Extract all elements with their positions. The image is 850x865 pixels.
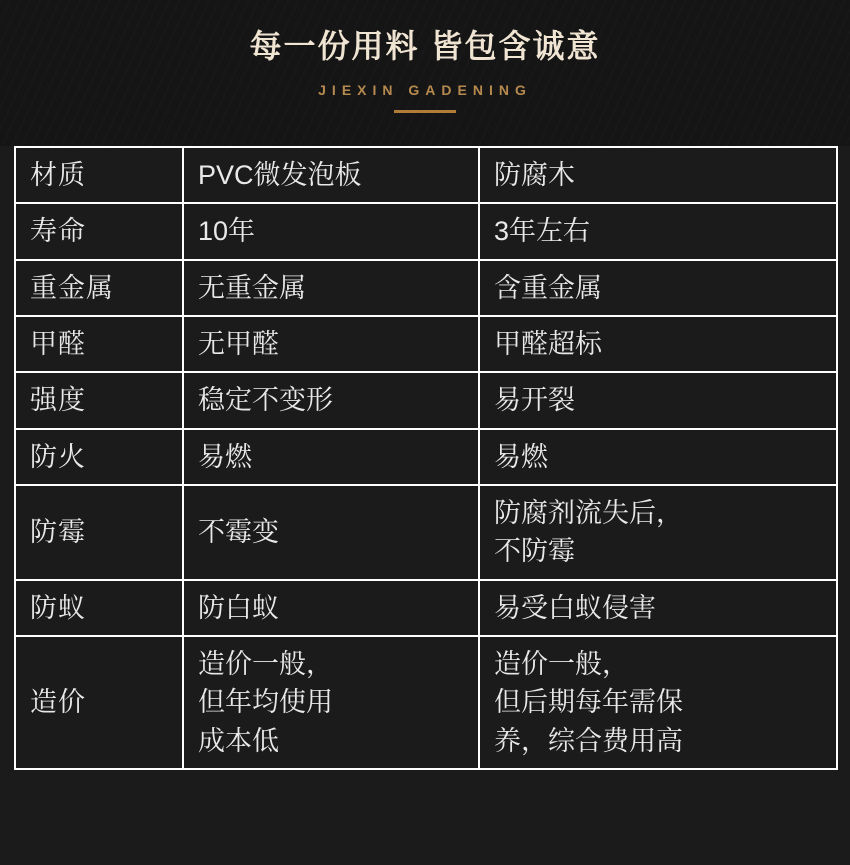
- row-label: 造价: [15, 636, 183, 769]
- table-header-row: [15, 147, 837, 203]
- value-line: 养，综合费用高: [494, 725, 683, 756]
- row-value-b: [479, 636, 837, 769]
- value-line: 易受白蚁侵害: [494, 592, 656, 623]
- value-line: 易燃: [198, 441, 252, 472]
- row-value-a: [183, 203, 479, 259]
- table-row: [15, 316, 837, 372]
- table-row: [15, 203, 837, 259]
- table-body: [15, 147, 837, 769]
- value-line: 无甲醛: [198, 328, 279, 359]
- value-line: 不防霉: [494, 536, 575, 567]
- row-label: 重金属: [15, 260, 183, 316]
- row-value-a: [183, 260, 479, 316]
- table-row: [15, 260, 837, 316]
- row-value-a: [183, 429, 479, 485]
- value-line: 造价一般，: [198, 648, 333, 679]
- page-title: 每一份用料 皆包含诚意: [249, 28, 601, 64]
- value-line: 不霉变: [198, 517, 279, 548]
- row-value-b: [479, 372, 837, 428]
- row-value-b: [479, 316, 837, 372]
- comparison-table: [14, 146, 838, 770]
- value-line: 造价一般，: [494, 648, 629, 679]
- row-label: 防蚁: [15, 580, 183, 636]
- table-row: [15, 429, 837, 485]
- value-line: 3年左右: [494, 216, 591, 247]
- table-row: [15, 636, 837, 769]
- row-label: 寿命: [15, 203, 183, 259]
- value-line: 含重金属: [494, 272, 602, 303]
- row-label: 甲醛: [15, 316, 183, 372]
- value-line: 但后期每年需保: [494, 687, 683, 718]
- row-value-a: [183, 372, 479, 428]
- row-label: 强度: [15, 372, 183, 428]
- row-value-a: [183, 485, 479, 580]
- row-value-b: [479, 580, 837, 636]
- header-cell-product-b: 防腐木: [479, 147, 837, 203]
- row-value-a: [183, 316, 479, 372]
- row-value-b: [479, 485, 837, 580]
- row-value-a: [183, 636, 479, 769]
- row-value-b: [479, 260, 837, 316]
- table-row: [15, 485, 837, 580]
- header-banner: [0, 0, 850, 146]
- value-line: 甲醛超标: [494, 328, 602, 359]
- value-line: 易开裂: [494, 385, 575, 416]
- value-line: 10年: [198, 216, 256, 247]
- row-label: 防霉: [15, 485, 183, 580]
- brand-subtitle: JIEXIN GADENING: [318, 81, 532, 98]
- value-line: 易燃: [494, 441, 548, 472]
- row-value-a: [183, 580, 479, 636]
- table-row: [15, 580, 837, 636]
- row-value-b: [479, 203, 837, 259]
- row-label: 防火: [15, 429, 183, 485]
- header-cell-category: 材质: [15, 147, 183, 203]
- value-line: 防白蚁: [198, 592, 279, 623]
- value-line: 稳定不变形: [198, 385, 333, 416]
- accent-divider: [394, 110, 456, 113]
- value-line: 无重金属: [198, 272, 306, 303]
- table-row: [15, 372, 837, 428]
- row-value-b: [479, 429, 837, 485]
- value-line: 防腐剂流失后，: [494, 497, 683, 528]
- comparison-table-wrapper: [0, 146, 850, 782]
- header-cell-product-a: PVC微发泡板: [183, 147, 479, 203]
- value-line: 但年均使用: [198, 687, 333, 718]
- value-line: 成本低: [198, 725, 279, 756]
